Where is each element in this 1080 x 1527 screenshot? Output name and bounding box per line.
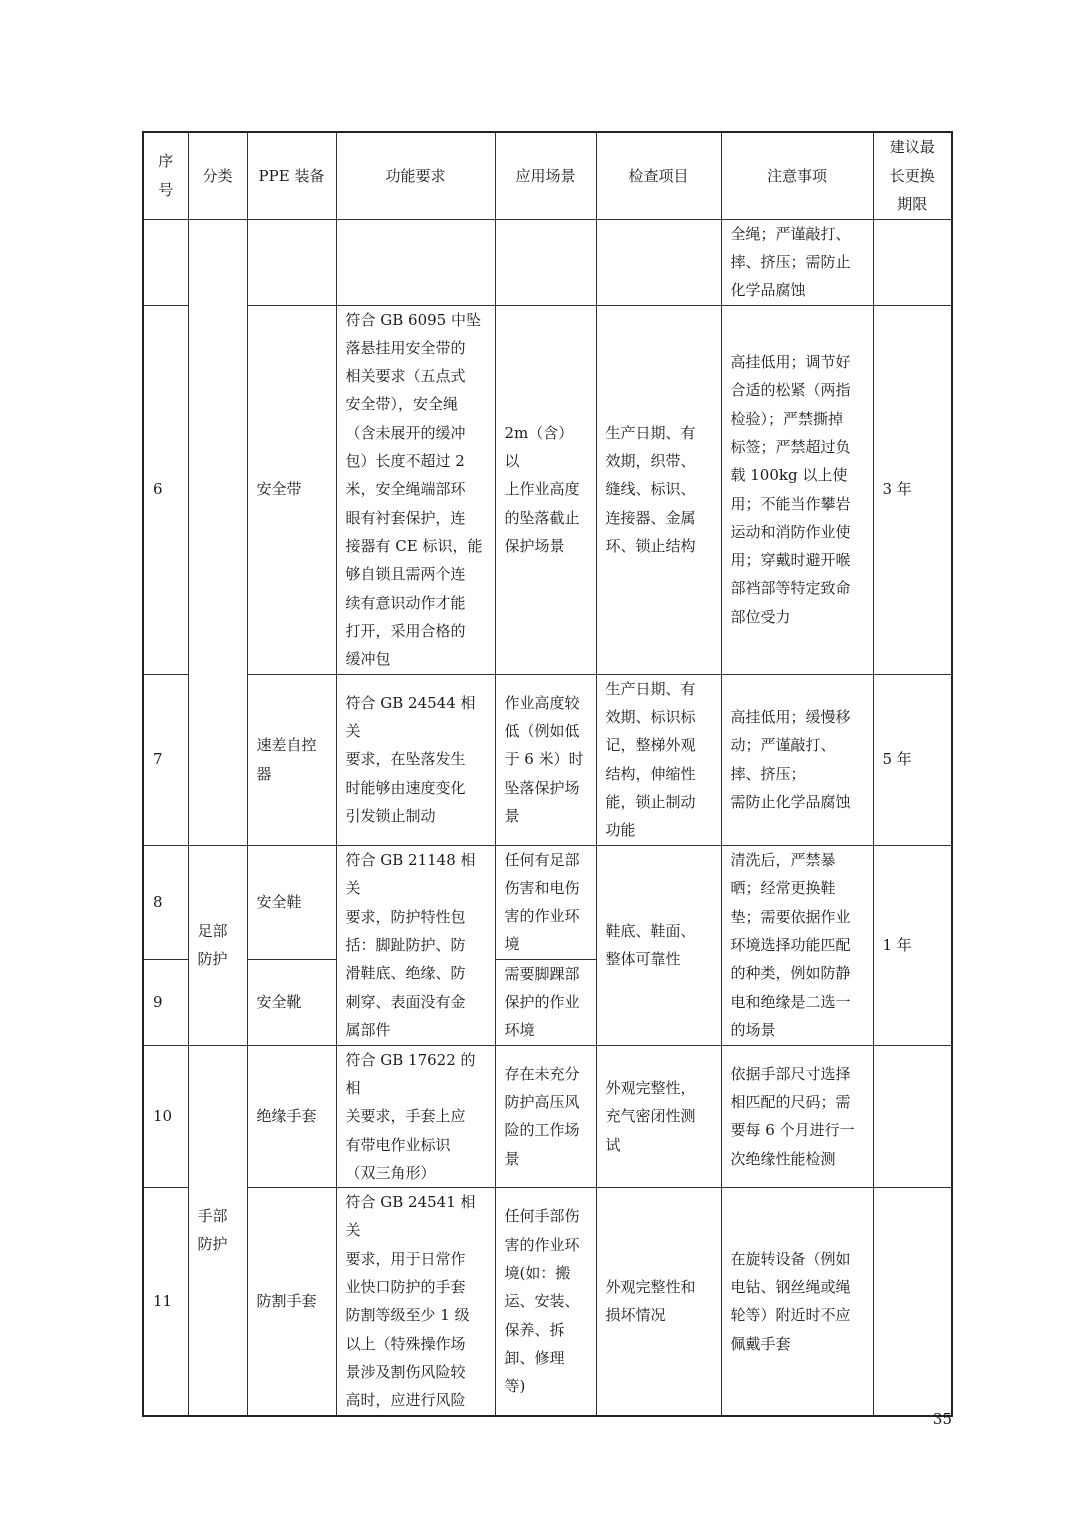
cell-seq: 10 (143, 1045, 188, 1187)
cell-notes: 全绳；严谨敲打、 摔、挤压；需防止 化学品腐蚀 (721, 219, 873, 305)
cell-scenario: 任何有足部 伤害和电伤 害的作业环 境 (495, 845, 596, 959)
cell-scenario: 任何手部伤 害的作业环 境(如：搬 运、安装、 保养、拆 卸、修理 等) (495, 1188, 596, 1416)
cell-ppe: 速差自控 器 (247, 674, 336, 845)
header-function: 功能要求 (336, 132, 495, 219)
cell-scenario: 存在未充分 防护高压风 险的工作场 景 (495, 1045, 596, 1187)
ppe-equipment-table (142, 131, 953, 1417)
cell-category: 手部 防护 (188, 1045, 247, 1415)
cell-replace: 1 年 (873, 845, 952, 1045)
cell-replace (873, 1188, 952, 1416)
cell-inspection: 外观完整性， 充气密闭性测 试 (596, 1045, 721, 1187)
cell-function: 符合 GB 6095 中坠 落悬挂用安全带的 相关要求（五点式 安全带），安全绳 （含未展开的缓冲 包）长度不超过 2 米，安全绳端部环 眼有衬套保护，连 接器有 CE 标识，能 够自锁且需两个连 续有意识动作才能 打开，采用合格的 缓冲包 (336, 305, 495, 674)
cell-category: 足部 防护 (188, 845, 247, 1045)
cell-notes: 清洗后，严禁暴 晒；经常更换鞋 垫；需要依据作业 环境选择功能匹配 的种类，例如防静 电和绝缘是二选一 的场景 (721, 845, 873, 1045)
cell-ppe: 安全鞋 (247, 845, 336, 959)
table-row (143, 1045, 952, 1187)
cell-seq: 7 (143, 674, 188, 845)
cell-function: 符合 GB 17622 的相 关要求，手套上应 有带电作业标识 （双三角形） (336, 1045, 495, 1187)
cell-inspection: 生产日期、有 效期、标识标 记，整梯外观 结构，伸缩性 能，锁止制动 功能 (596, 674, 721, 845)
cell-notes: 高挂低用；缓慢移 动；严谨敲打、 摔、挤压； 需防止化学品腐蚀 (721, 674, 873, 845)
header-replace: 建议最 长更换 期限 (873, 132, 952, 219)
cell-scenario: 需要脚踝部 保护的作业 环境 (495, 959, 596, 1045)
table-row (143, 305, 952, 674)
cell-inspection: 生产日期、有 效期，织带、 缝线、标识、 连接器、金属 环、锁止结构 (596, 305, 721, 674)
header-notes: 注意事项 (721, 132, 873, 219)
page-number: 35 (932, 1410, 952, 1428)
cell-seq: 9 (143, 959, 188, 1045)
cell-seq: 11 (143, 1188, 188, 1416)
cell-inspection (596, 219, 721, 305)
cell-replace (873, 219, 952, 305)
cell-replace: 5 年 (873, 674, 952, 845)
cell-seq (143, 219, 188, 305)
cell-notes: 在旋转设备（例如 电钻、钢丝绳或绳 轮等）附近时不应 佩戴手套 (721, 1188, 873, 1416)
cell-ppe (247, 219, 336, 305)
cell-notes: 依据手部尺寸选择 相匹配的尺码；需 要每 6 个月进行一 次绝缘性能检测 (721, 1045, 873, 1187)
table-header-row (143, 132, 952, 219)
table-row (143, 845, 952, 959)
header-seq: 序 号 (143, 132, 188, 219)
cell-scenario (495, 219, 596, 305)
table-row (143, 1188, 952, 1416)
cell-notes: 高挂低用；调节好 合适的松紧（两指 检验）；严禁撕掉 标签；严禁超过负 载 100kg 以上使 用；不能当作攀岩 运动和消防作业使 用；穿戴时避开喉 部裆部等特定致命 部位受力 (721, 305, 873, 674)
cell-scenario: 2m（含）以 上作业高度 的坠落截止 保护场景 (495, 305, 596, 674)
cell-ppe: 绝缘手套 (247, 1045, 336, 1187)
cell-inspection: 鞋底、鞋面、 整体可靠性 (596, 845, 721, 1045)
cell-function: 符合 GB 24544 相关 要求，在坠落发生 时能够由速度变化 引发锁止制动 (336, 674, 495, 845)
table-row (143, 674, 952, 845)
header-inspection: 检查项目 (596, 132, 721, 219)
cell-scenario: 作业高度较 低（例如低 于 6 米）时 坠落保护场 景 (495, 674, 596, 845)
cell-ppe: 安全带 (247, 305, 336, 674)
header-ppe: PPE 装备 (247, 132, 336, 219)
cell-inspection: 外观完整性和 损坏情况 (596, 1188, 721, 1416)
cell-function (336, 219, 495, 305)
cell-function: 符合 GB 21148 相关 要求，防护特性包 括：脚趾防护、防 滑鞋底、绝缘、防 刺穿、表面没有金 属部件 (336, 845, 495, 1045)
header-scenario: 应用场景 (495, 132, 596, 219)
cell-replace: 3 年 (873, 305, 952, 674)
cell-seq: 8 (143, 845, 188, 959)
cell-category (188, 219, 247, 845)
header-category: 分类 (188, 132, 247, 219)
cell-seq: 6 (143, 305, 188, 674)
cell-ppe: 安全靴 (247, 959, 336, 1045)
table-row (143, 219, 952, 305)
cell-function: 符合 GB 24541 相关 要求，用于日常作 业快口防护的手套 防割等级至少 1 级 以上（特殊操作场 景涉及割伤风险较 高时，应进行风险 (336, 1188, 495, 1416)
cell-ppe: 防割手套 (247, 1188, 336, 1416)
cell-replace (873, 1045, 952, 1187)
